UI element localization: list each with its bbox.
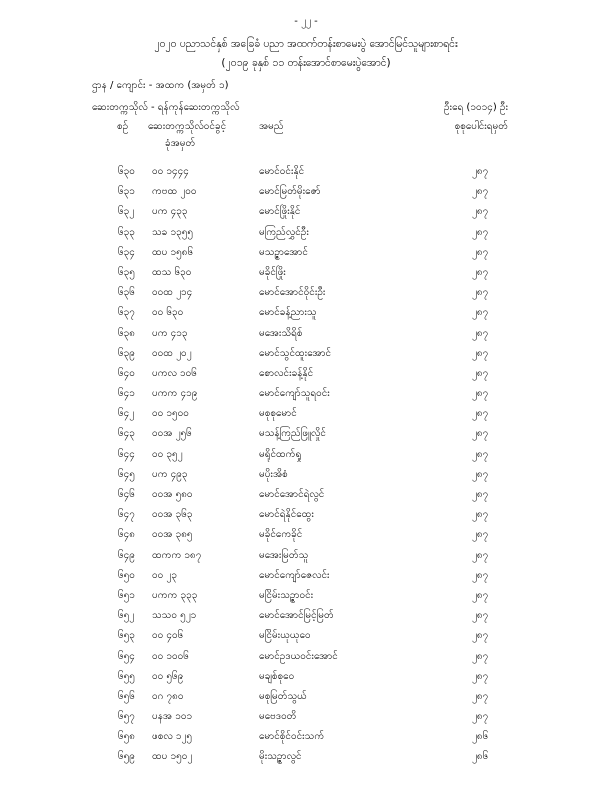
student-name: မစုမြတ်သွယ်	[259, 690, 307, 702]
table-row	[0, 223, 612, 243]
roll-number: ထပ ၁၅၀၂	[152, 751, 193, 763]
roll-number: ဖစလ ၁၂၅	[152, 731, 193, 743]
student-name: မခိုင်ဖြိုး	[259, 266, 286, 278]
serial-number: ၆၄၁	[118, 388, 135, 400]
roll-number: ထသ ၆၃၀	[152, 266, 192, 278]
student-name: မငြိမ်းသဉ္ဇာဝင်း	[259, 589, 314, 601]
serial-number: ၆၅၆	[118, 690, 135, 702]
student-name: မိုးသဉ္ဇာလွင်	[259, 751, 302, 763]
serial-number: ၆၃၂	[118, 206, 135, 218]
total-marks: ၂၈၇	[472, 186, 489, 198]
table-row	[0, 243, 612, 263]
serial-number: ၆၄၃	[118, 428, 135, 440]
total-marks: ၂၈၇	[472, 670, 489, 682]
roll-number: ပနအ ၁၀၁	[152, 711, 193, 723]
student-name: မရိုင်ထက်ရှု	[259, 448, 302, 460]
table-row	[0, 324, 612, 344]
student-name: မစုစုမောင်	[259, 408, 297, 420]
table-row	[0, 606, 612, 626]
student-name: မအေးသိရိစ်	[259, 327, 303, 339]
total-marks: ၂၈၇	[472, 166, 489, 177]
roll-number: ဝဝ ၁၅၀၀	[152, 408, 189, 420]
student-name: မောင်ကျော်ဇေလင်း	[259, 569, 330, 581]
document-title: ၂၀၂၀ ပညာသင်နှစ် အခြေခံ ပညာ အထက်တန်းစာမေးပွဲ အောင်မြင်သူများစာရင်း	[154, 38, 458, 50]
table-row	[0, 404, 612, 424]
total-marks: ၂၈၇	[472, 347, 489, 359]
roll-number: ဝဝ ၂၃	[152, 569, 177, 581]
roll-number: ပကက ၃၃၃	[152, 589, 198, 601]
student-name: မသဉ္ဇာအောင်	[259, 246, 308, 258]
table-row	[0, 364, 612, 384]
table-row	[0, 162, 612, 182]
table-row	[0, 707, 612, 727]
serial-number: ၆၅၃	[118, 630, 135, 642]
table-row	[0, 344, 612, 364]
table-row	[0, 485, 612, 505]
serial-number: ၆၃၁	[118, 186, 135, 198]
serial-number: ၆၅၂	[118, 610, 135, 622]
roll-number: ဝဝ ၁၄၄၄	[152, 166, 189, 177]
student-name: စောလင်းခန့်နိုင်	[259, 367, 314, 379]
roll-number: ဝဝအ ၃၆၃	[152, 509, 193, 521]
header-roll-number-line2: ခုံအမှတ်	[165, 138, 196, 149]
serial-number: ၆၄၇	[118, 509, 135, 521]
total-marks: ၂၈၇	[472, 287, 489, 299]
total-marks: ၂၈၇	[472, 690, 489, 702]
results-list	[0, 162, 612, 768]
table-row	[0, 747, 612, 767]
table-row	[0, 546, 612, 566]
total-marks: ၂၈၇	[472, 428, 489, 440]
roll-number: ပက ၄၁၃	[152, 327, 188, 339]
roll-number: ဝဂ ၇၈၀	[152, 690, 184, 702]
serial-number: ၆၃၉	[118, 347, 135, 359]
table-row	[0, 626, 612, 646]
serial-number: ၆၃၇	[118, 307, 135, 319]
total-marks: ၂၈၇	[472, 529, 489, 541]
student-name: မောင်ခန့်ညားသူ	[259, 307, 317, 319]
total-marks: ၂၈၇	[472, 327, 489, 339]
total-marks: ၂၈၇	[472, 226, 489, 238]
table-row	[0, 505, 612, 525]
total-marks: ၂၈၇	[472, 711, 489, 723]
total-marks: ၂၈၇	[472, 509, 489, 521]
total-marks: ၂၈၇	[472, 630, 489, 642]
table-row	[0, 566, 612, 586]
serial-number: ၆၄၉	[118, 549, 135, 561]
table-row	[0, 384, 612, 404]
roll-number: ဝဝထ ၂၀၂	[152, 347, 192, 359]
total-marks: ၂၈၇	[472, 610, 489, 622]
total-count: ဦးရေ (၁၀၁၄) ဦး	[443, 102, 508, 113]
student-name: မောင်အောင်မြင့်မြတ်	[259, 610, 334, 622]
roll-number: ဝဝ ၃၅၂	[152, 448, 183, 460]
roll-number: ဝဝအ ၅၈၀	[152, 489, 193, 500]
roll-number: ထပ ၁၅၈၆	[152, 246, 194, 258]
student-name: မောင်ဝင်းနိုင်	[259, 166, 305, 177]
roll-number: ဝဝ ၆၃၀	[152, 307, 184, 319]
total-marks: ၂၈၇	[472, 549, 489, 561]
serial-number: ၆၅၇	[118, 711, 135, 723]
total-marks: ၂၈၇	[472, 408, 489, 420]
serial-number: ၆၅၈	[118, 731, 135, 743]
roll-number: ဝဝ ၁၀၀၆	[152, 650, 189, 662]
table-row	[0, 727, 612, 747]
student-name: မောင်ဥဒယဝင်းအောင်	[259, 650, 338, 662]
total-marks: ၂၈၇	[472, 206, 489, 218]
total-marks: ၂၈၇	[472, 569, 489, 581]
table-row	[0, 525, 612, 545]
student-name: မပိုးအိစံ	[259, 468, 288, 480]
table-row	[0, 303, 612, 323]
roll-number: ပကလ ၁၀၆	[152, 367, 197, 379]
serial-number: ၆၅၉	[118, 751, 135, 763]
roll-number: ထကက ၁၈၇	[152, 549, 202, 561]
roll-number: ကဗထ ၂၀၀	[152, 186, 197, 198]
student-name: မသန့်ကြည်ဖြူလှိုင်	[259, 428, 326, 440]
total-marks: ၂၈၇	[472, 468, 489, 480]
total-marks: ၂၈၇	[472, 307, 489, 319]
header-name: အမည်	[259, 121, 284, 132]
serial-number: ၆၃၃	[118, 226, 135, 238]
header-roll-number: ဆေးတက္ကသိုလ်ဝင်ခွင့်	[148, 121, 227, 132]
roll-number: ဝဝအ ၃၈၅	[152, 529, 193, 541]
student-name: မအေးမြတ်သူ	[259, 549, 309, 561]
student-name: မောင်သွင်ထူးအောင်	[259, 347, 332, 359]
roll-number: ပက ၄၃၃	[152, 206, 188, 218]
roll-number: သသဝ ၅၂၁	[152, 610, 197, 622]
university-line: ဆေးတက္ကသိုလ် - ရန်ကုန်ဆေးတက္ကသိုလ်	[92, 102, 240, 113]
total-marks: ၂၈၇	[472, 448, 489, 460]
serial-number: ၆၅၅	[118, 670, 135, 682]
table-row	[0, 283, 612, 303]
serial-number: ၆၄၄	[118, 448, 135, 460]
total-marks: ၂၈၇	[472, 489, 489, 500]
student-name: မောင်မြတ်မိုးဇော်	[259, 186, 321, 198]
total-marks: ၂၈၆	[472, 751, 489, 763]
total-marks: ၂၈၇	[472, 367, 489, 379]
table-row	[0, 465, 612, 485]
student-name: မချစ်စုဝေ	[259, 670, 295, 682]
serial-number: ၆၃၄	[118, 246, 135, 258]
serial-number: ၆၃၅	[118, 266, 135, 278]
table-row	[0, 445, 612, 465]
serial-number: ၆၅၀	[118, 569, 135, 581]
student-name: မောင်ရဲနိုင်ထွေး	[259, 509, 314, 521]
header-serial-no: စဉ်	[117, 121, 129, 132]
serial-number: ၆၄၂	[118, 408, 135, 420]
student-name: မခိုင်ကေခိုင်	[259, 529, 303, 541]
student-name: မောင်ဖြိုးနိုင်	[259, 206, 301, 218]
table-row	[0, 586, 612, 606]
student-name: မကြည်လွှင်ဦး	[259, 226, 309, 238]
total-marks: ၂၈၆	[472, 731, 489, 743]
document-subtitle: (၂၀၁၉ ခုနှစ် ၁၁ တန်းအောင်စာမေးပွဲအောင်)	[221, 57, 391, 69]
table-row	[0, 647, 612, 667]
roll-number: ဝဝ ၄၀၆	[152, 630, 184, 642]
serial-number: ၆၃၀	[118, 166, 135, 177]
table-row	[0, 202, 612, 222]
serial-number: ၆၅၄	[118, 650, 135, 662]
total-marks: ၂၈၇	[472, 589, 489, 601]
total-marks: ၂၈၇	[472, 266, 489, 278]
roll-number: ဝဝထ ၂၁၄	[152, 287, 193, 299]
table-row	[0, 424, 612, 444]
table-row	[0, 667, 612, 687]
student-name: မဗေဒဝတိ	[259, 711, 297, 723]
serial-number: ၆၃၈	[118, 327, 135, 339]
total-marks: ၂၈၇	[472, 388, 489, 400]
student-name: မငြိမ်းယုယုဝေ	[259, 630, 311, 642]
roll-number: သခ ၁၃၅၅	[152, 226, 193, 238]
serial-number: ၆၅၁	[118, 589, 135, 601]
serial-number: ၆၃၆	[118, 287, 135, 299]
student-name: မောင်အောင်ရဲလွင်	[259, 489, 325, 500]
serial-number: ၆၄၆	[118, 489, 135, 500]
page-number: - ၂၂ -	[294, 16, 318, 27]
department-line: ဌာန / ကျောင်း - အထက (အမှတ် ၁)	[92, 80, 229, 91]
header-total-marks: စုစုပေါင်းရမှတ်	[454, 121, 508, 132]
table-row	[0, 263, 612, 283]
roll-number: ပက ၄၉၃	[152, 468, 188, 480]
total-marks: ၂၈၇	[472, 650, 489, 662]
student-name: မောင်အောင်ဝိုင်းဦး	[259, 287, 326, 299]
serial-number: ၆၄၀	[118, 367, 135, 379]
table-row	[0, 687, 612, 707]
serial-number: ၆၄၈	[118, 529, 135, 541]
student-name: မောင်ကျော်သူရဝင်း	[259, 388, 330, 400]
roll-number: ဝဝ ၅၆၉	[152, 670, 184, 682]
serial-number: ၆၄၅	[118, 468, 135, 480]
total-marks: ၂၈၇	[472, 246, 489, 258]
table-row	[0, 182, 612, 202]
roll-number: ဝဝအ ၂၅၆	[152, 428, 192, 440]
student-name: မောင်စိုင်ဝင်းသက်	[259, 731, 325, 743]
roll-number: ပကက ၄၁၉	[152, 388, 198, 400]
